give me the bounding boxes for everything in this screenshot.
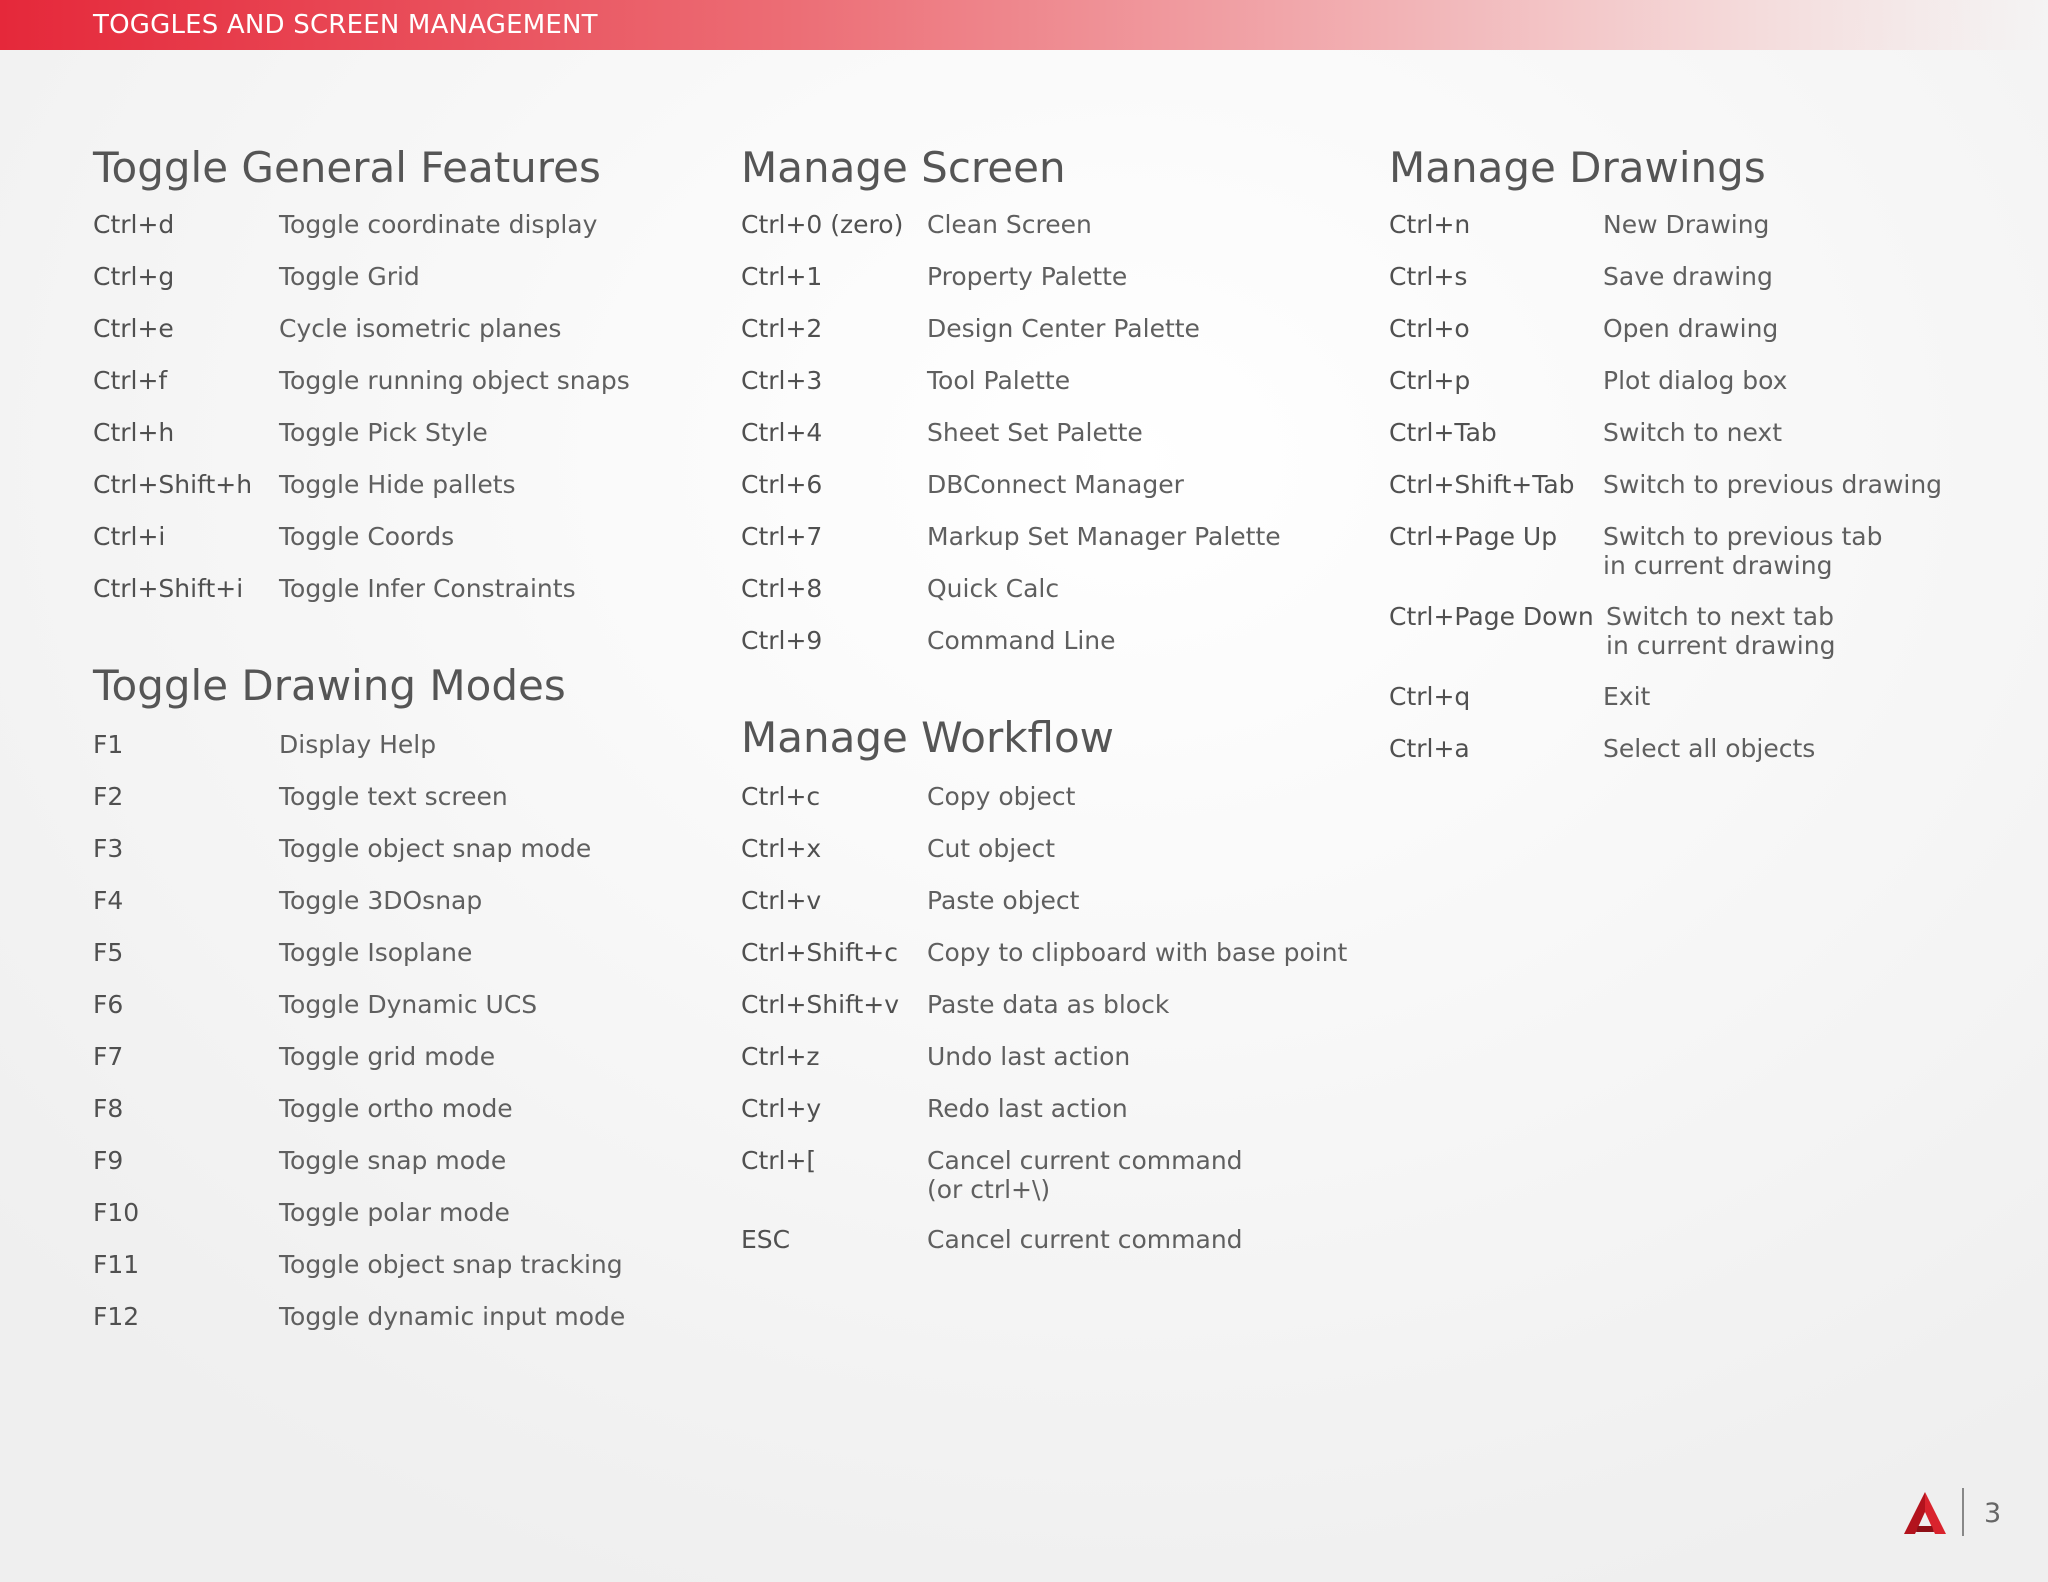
- shortcut-key: Ctrl+a: [1389, 734, 1470, 763]
- shortcut-key: Ctrl+0 (zero): [741, 210, 904, 239]
- shortcut-description: Toggle Grid: [279, 262, 420, 291]
- shortcut-description: Toggle 3DOsnap: [279, 886, 483, 915]
- shortcut-key: F8: [93, 1094, 124, 1123]
- shortcut-description: Toggle grid mode: [279, 1042, 496, 1071]
- shortcut-description: Switch to previous tab in current drawing: [1603, 522, 1883, 580]
- shortcut-key: Ctrl+8: [741, 574, 823, 603]
- shortcut-description: Cancel current command: [927, 1225, 1243, 1254]
- shortcut-key: Ctrl+Shift+v: [741, 990, 899, 1019]
- shortcut-description: Toggle text screen: [279, 782, 508, 811]
- shortcut-description: Clean Screen: [927, 210, 1092, 239]
- shortcut-key: Ctrl+p: [1389, 366, 1471, 395]
- shortcut-description: Redo last action: [927, 1094, 1128, 1123]
- shortcut-description: Toggle object snap tracking: [279, 1250, 623, 1279]
- shortcut-key: Ctrl+y: [741, 1094, 822, 1123]
- shortcut-key: F1: [93, 730, 124, 759]
- shortcut-key: F12: [93, 1302, 140, 1331]
- shortcut-description: Undo last action: [927, 1042, 1131, 1071]
- shortcut-description: Copy to clipboard with base point: [927, 938, 1348, 967]
- shortcut-description: Copy object: [927, 782, 1076, 811]
- shortcut-description: Command Line: [927, 626, 1116, 655]
- shortcut-description: Toggle Pick Style: [279, 418, 488, 447]
- shortcut-description: Exit: [1603, 682, 1651, 711]
- shortcut-description: Save drawing: [1603, 262, 1773, 291]
- shortcut-key: F10: [93, 1198, 140, 1227]
- shortcut-key: Ctrl+v: [741, 886, 822, 915]
- shortcut-key: Ctrl+z: [741, 1042, 820, 1071]
- shortcut-description: Toggle ortho mode: [279, 1094, 513, 1123]
- shortcut-key: F6: [93, 990, 124, 1019]
- shortcut-description: Switch to next tab in current drawing: [1606, 602, 1836, 660]
- shortcut-description: Toggle Isoplane: [279, 938, 473, 967]
- shortcut-description: Toggle snap mode: [279, 1146, 507, 1175]
- shortcut-description: Property Palette: [927, 262, 1128, 291]
- shortcut-description: Switch to previous drawing: [1603, 470, 1943, 499]
- shortcut-description: Sheet Set Palette: [927, 418, 1143, 447]
- shortcut-key: Ctrl+Shift+h: [93, 470, 253, 499]
- shortcut-key: Ctrl+Tab: [1389, 418, 1497, 447]
- section-title: Toggle Drawing Modes: [93, 661, 566, 710]
- shortcut-description: Open drawing: [1603, 314, 1779, 343]
- shortcut-key: F7: [93, 1042, 124, 1071]
- shortcut-description: Toggle Dynamic UCS: [279, 990, 538, 1019]
- shortcut-key: F4: [93, 886, 124, 915]
- shortcut-key: Ctrl+Shift+Tab: [1389, 470, 1575, 499]
- section-title: Manage Workflow: [741, 713, 1115, 762]
- banner-title: TOGGLES AND SCREEN MANAGEMENT: [93, 10, 598, 40]
- section-toggle-general-features: [93, 142, 653, 612]
- shortcut-key: F11: [93, 1250, 140, 1279]
- shortcut-description: Plot dialog box: [1603, 366, 1788, 395]
- shortcut-description: Cancel current command (or ctrl+\): [927, 1146, 1243, 1204]
- shortcut-description: Tool Palette: [927, 366, 1071, 395]
- section-manage-drawings: [1389, 142, 2009, 782]
- shortcut-description: Paste data as block: [927, 990, 1170, 1019]
- shortcut-key: Ctrl+e: [93, 314, 174, 343]
- shortcut-key: Ctrl+Page Down: [1389, 602, 1594, 631]
- shortcut-key: ESC: [741, 1225, 791, 1254]
- shortcut-key: Ctrl+[: [741, 1146, 817, 1175]
- shortcut-description: Markup Set Manager Palette: [927, 522, 1281, 551]
- shortcut-key: Ctrl+4: [741, 418, 823, 447]
- page-number: 3: [1984, 1498, 2002, 1529]
- autocad-logo-icon: [1902, 1490, 1948, 1536]
- shortcut-description: Toggle polar mode: [279, 1198, 510, 1227]
- section-manage-workflow: [741, 712, 1348, 1272]
- section-title: Toggle General Features: [93, 143, 601, 192]
- shortcut-description: Toggle dynamic input mode: [279, 1302, 626, 1331]
- shortcut-key: Ctrl+x: [741, 834, 822, 863]
- shortcut-key: Ctrl+d: [93, 210, 175, 239]
- header-banner: [0, 0, 2048, 50]
- shortcut-key: Ctrl+9: [741, 626, 823, 655]
- shortcut-description: Paste object: [927, 886, 1080, 915]
- shortcut-key: F5: [93, 938, 124, 967]
- shortcut-description: Toggle Coords: [279, 522, 455, 551]
- shortcut-description: New Drawing: [1603, 210, 1770, 239]
- shortcut-key: Ctrl+Shift+c: [741, 938, 898, 967]
- section-title: Manage Screen: [741, 143, 1066, 192]
- shortcut-key: Ctrl+7: [741, 522, 823, 551]
- shortcut-key: F3: [93, 834, 124, 863]
- shortcut-key: Ctrl+s: [1389, 262, 1468, 291]
- shortcut-key: Ctrl+h: [93, 418, 175, 447]
- shortcut-description: Toggle object snap mode: [279, 834, 592, 863]
- section-manage-screen: [741, 142, 1341, 662]
- shortcut-key: Ctrl+3: [741, 366, 823, 395]
- shortcut-key: Ctrl+o: [1389, 314, 1470, 343]
- shortcut-description: Cut object: [927, 834, 1056, 863]
- shortcut-key: F9: [93, 1146, 124, 1175]
- shortcut-key: Ctrl+2: [741, 314, 823, 343]
- shortcut-description: Quick Calc: [927, 574, 1060, 603]
- shortcut-description: Switch to next: [1603, 418, 1783, 447]
- shortcut-key: Ctrl+q: [1389, 682, 1471, 711]
- shortcut-key: Ctrl+n: [1389, 210, 1471, 239]
- shortcut-description: DBConnect Manager: [927, 470, 1184, 499]
- shortcut-key: Ctrl+f: [93, 366, 168, 395]
- shortcut-description: Design Center Palette: [927, 314, 1200, 343]
- shortcut-description: Toggle Hide pallets: [279, 470, 516, 499]
- shortcut-key: F2: [93, 782, 124, 811]
- shortcut-description: Toggle Infer Constraints: [279, 574, 576, 603]
- shortcut-description: Select all objects: [1603, 734, 1816, 763]
- shortcut-description: Cycle isometric planes: [279, 314, 562, 343]
- shortcut-key: Ctrl+c: [741, 782, 821, 811]
- page-divider: [1962, 1488, 1964, 1536]
- shortcut-key: Ctrl+i: [93, 522, 166, 551]
- shortcut-description: Display Help: [279, 730, 437, 759]
- shortcut-key: Ctrl+Page Up: [1389, 522, 1558, 551]
- shortcut-key: Ctrl+6: [741, 470, 823, 499]
- shortcut-key: Ctrl+1: [741, 262, 823, 291]
- section-title: Manage Drawings: [1389, 143, 1766, 192]
- shortcut-description: Toggle running object snaps: [279, 366, 630, 395]
- section-toggle-drawing-modes: [93, 660, 653, 1340]
- shortcut-key: Ctrl+Shift+i: [93, 574, 244, 603]
- shortcut-key: Ctrl+g: [93, 262, 175, 291]
- shortcut-description: Toggle coordinate display: [279, 210, 598, 239]
